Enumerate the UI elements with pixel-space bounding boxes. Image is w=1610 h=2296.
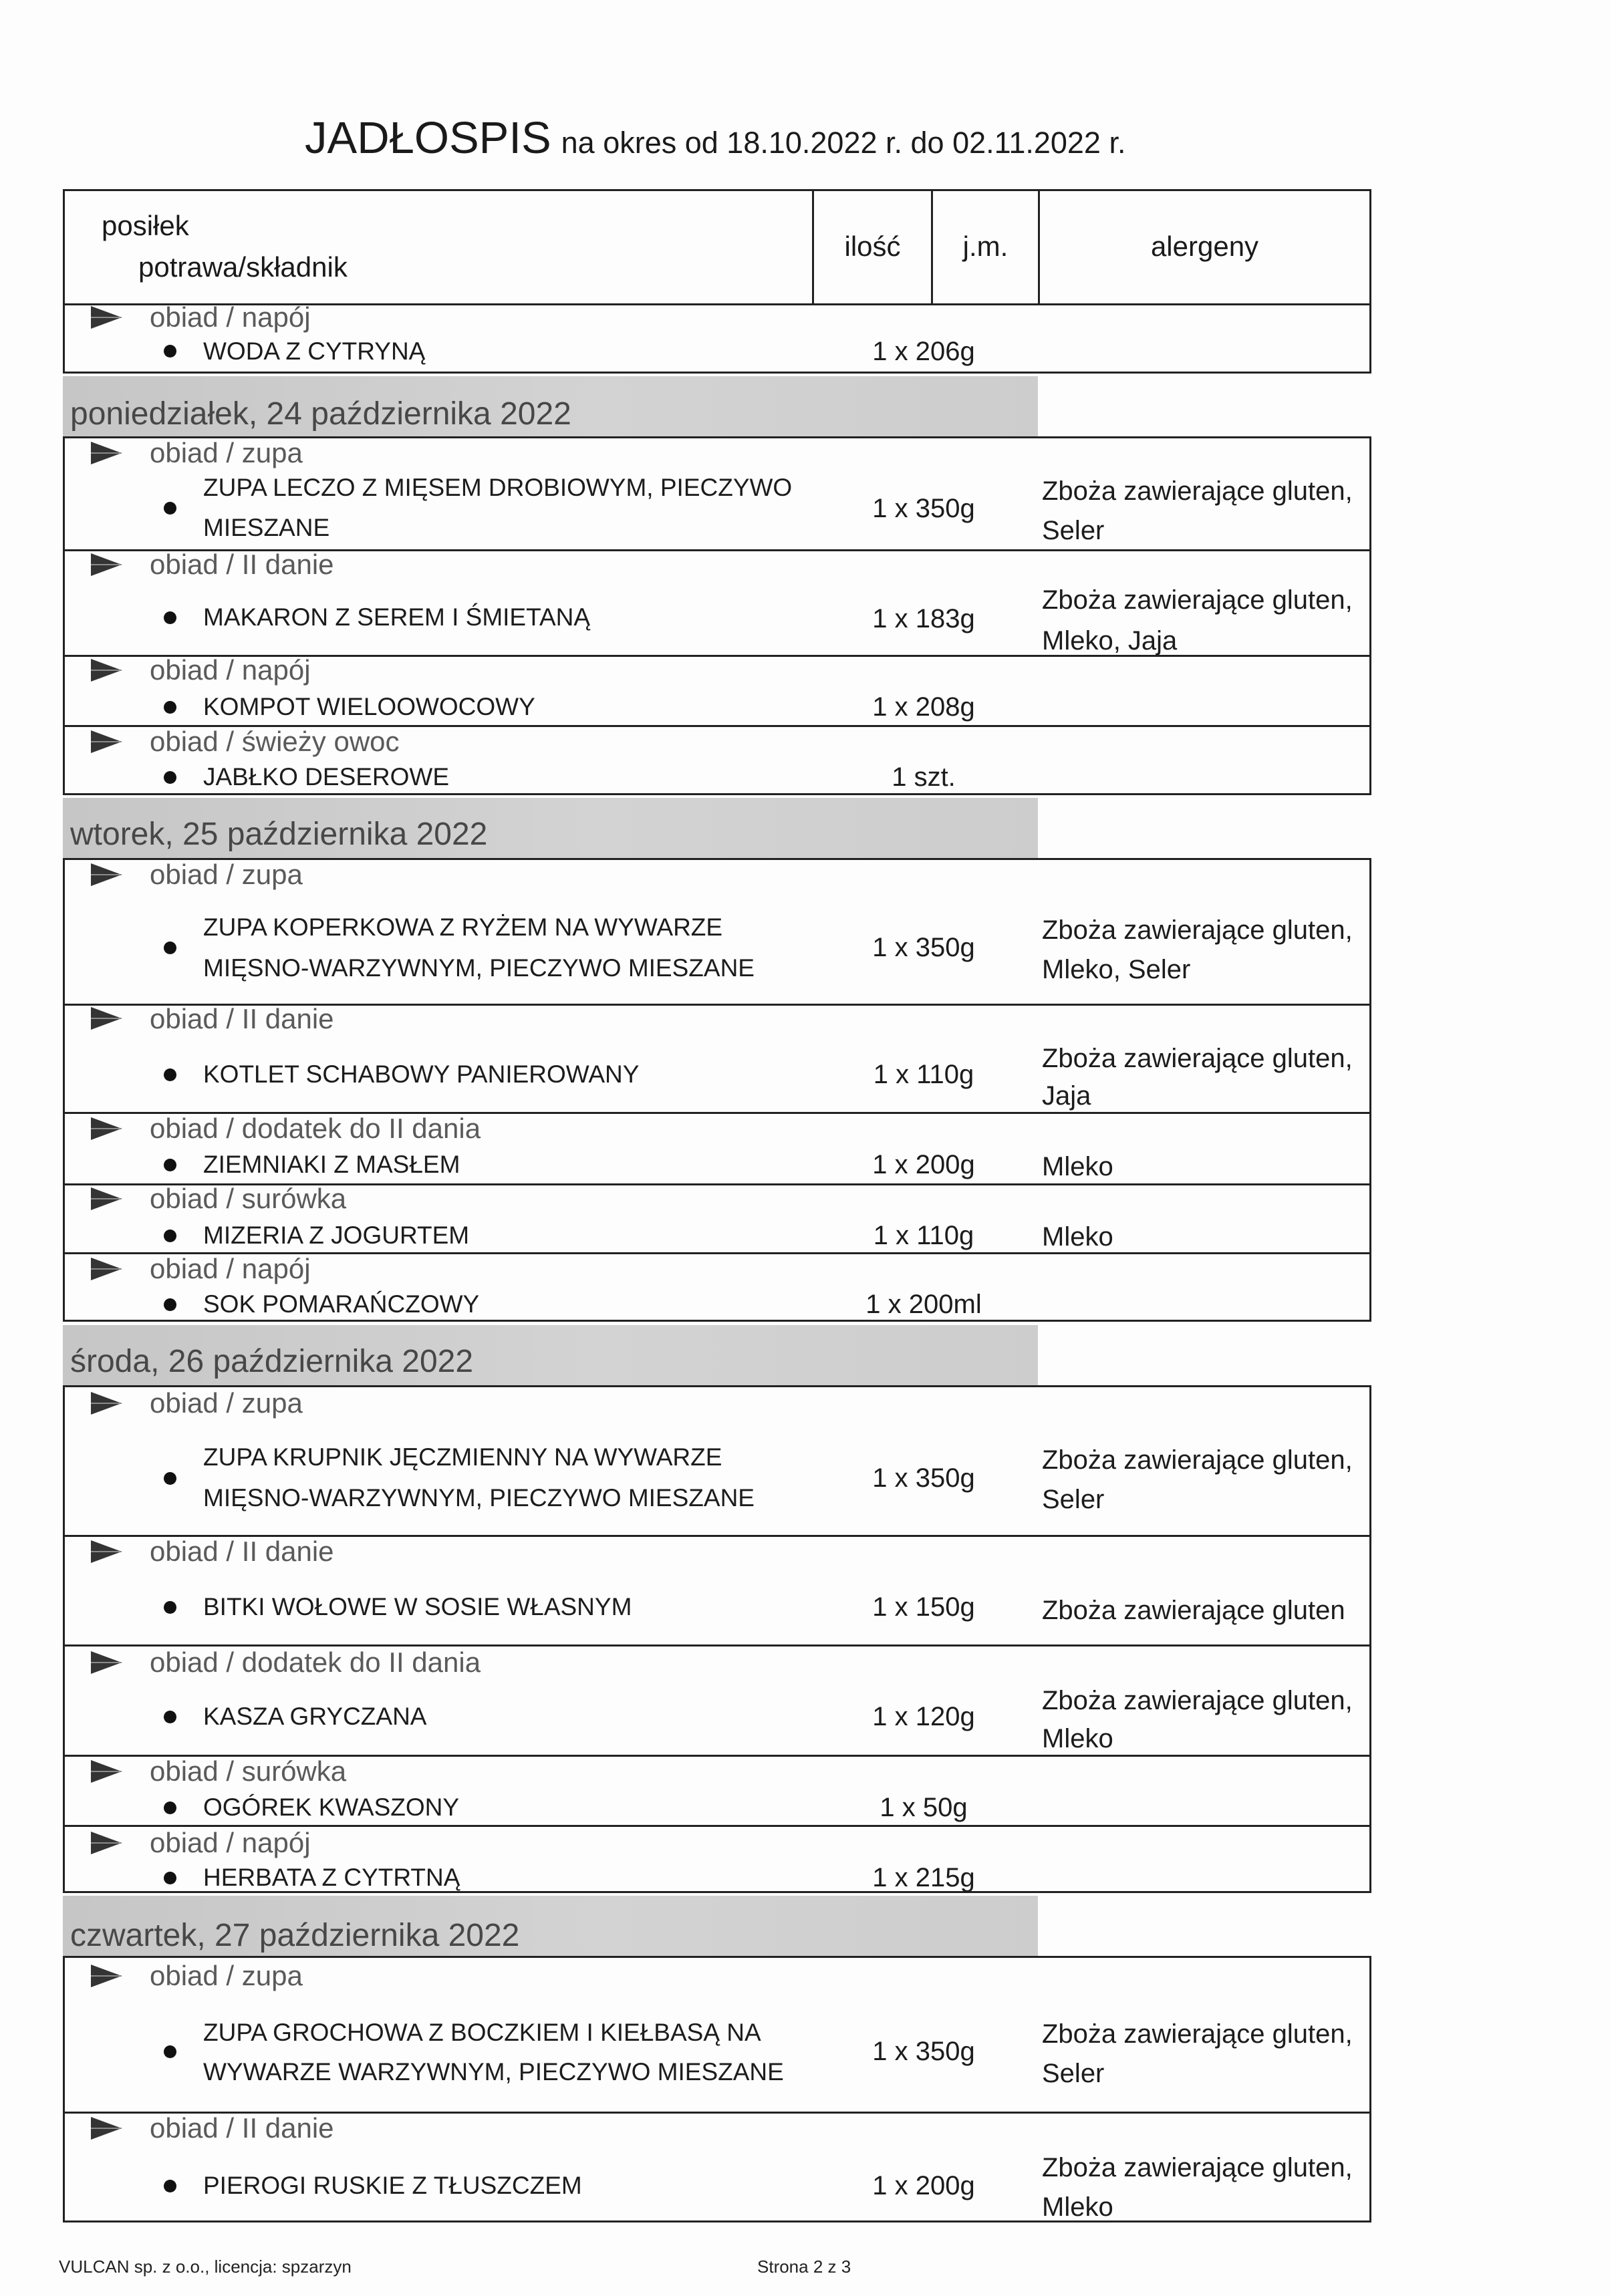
triangle-right-icon	[90, 553, 123, 577]
menu-row	[65, 1183, 1369, 1252]
bullet-icon	[164, 345, 176, 357]
triangle-right-icon	[90, 1117, 123, 1141]
bullet-icon	[164, 1159, 176, 1171]
dish-name: MIZERIA Z JOGURTEM	[203, 1222, 470, 1249]
dish-name: MIĘSNO-WARZYWNYM, PIECZYWO MIESZANE	[203, 1484, 755, 1512]
allergen-list: Seler	[1042, 1485, 1105, 1514]
day-menu-table	[63, 1385, 1371, 1893]
menu-row	[65, 2112, 1369, 2225]
allergen-list: Mleko, Seler	[1042, 955, 1191, 984]
meal-category: obiad / napój	[150, 301, 311, 333]
triangle-right-icon	[90, 1006, 123, 1030]
bullet-icon	[164, 1802, 176, 1814]
dish-name: WYWARZE WARZYWNYM, PIECZYWO MIESZANE	[203, 2058, 784, 2086]
dish-name: ZUPA GROCHOWA Z BOCZKIEM I KIEŁBASĄ NA	[203, 2019, 761, 2046]
allergen-list: Zboża zawierające gluten,	[1042, 1044, 1353, 1073]
bullet-icon	[164, 1068, 176, 1081]
allergen-list: Mleko	[1042, 1152, 1113, 1181]
meal-category: obiad / dodatek do II dania	[150, 1113, 481, 1144]
dish-name: BITKI WOŁOWE W SOSIE WŁASNYM	[203, 1593, 632, 1620]
page-number: Strona 2 z 3	[757, 2257, 851, 2277]
triangle-right-icon	[90, 1759, 123, 1783]
menu-row	[65, 1825, 1369, 1895]
allergen-list: Jaja	[1042, 1081, 1091, 1111]
title-period: na okres od 18.10.2022 r. do 02.11.2022 r.	[561, 126, 1126, 160]
portion-quantity: 1 x 200g	[872, 1150, 975, 1179]
portion-quantity: 1 x 350g	[872, 933, 975, 962]
portion-quantity: 1 x 206g	[872, 337, 975, 366]
portion-quantity: 1 x 200g	[872, 2171, 975, 2200]
allergen-list: Mleko	[1042, 2192, 1113, 2222]
allergen-list: Zboża zawierające gluten,	[1042, 476, 1353, 506]
menu-row	[65, 1755, 1369, 1825]
dish-name: MIESZANE	[203, 514, 330, 541]
meal-category: obiad / napój	[150, 1253, 311, 1284]
portion-quantity: 1 x 110g	[873, 1221, 974, 1250]
day-label: wtorek, 25 października 2022	[70, 817, 488, 852]
dish-name: OGÓREK KWASZONY	[203, 1793, 460, 1821]
triangle-right-icon	[90, 1651, 123, 1675]
footer-vendor: VULCAN sp. z o.o., licencja: spzarzyn	[59, 2257, 352, 2277]
menu-row	[65, 1252, 1369, 1324]
menu-row	[65, 1112, 1369, 1183]
day-header	[63, 798, 1038, 858]
day-menu-table	[63, 1956, 1371, 2222]
bullet-icon	[164, 942, 176, 954]
allergen-list: Mleko	[1042, 1222, 1113, 1252]
portion-quantity: 1 x 350g	[872, 494, 975, 523]
meal-category: obiad / napój	[150, 654, 311, 686]
dish-name: JABŁKO DESEROWE	[203, 763, 450, 791]
bullet-icon	[164, 701, 176, 714]
menu-row	[65, 1958, 1369, 2112]
portion-quantity: 1 x 208g	[872, 692, 975, 722]
dish-name: ZUPA KOPERKOWA Z RYŻEM NA WYWARZE	[203, 913, 723, 941]
header-allergens: alergeny	[1150, 231, 1259, 262]
meal-category: obiad / dodatek do II dania	[150, 1646, 481, 1678]
meal-category: obiad / zupa	[150, 859, 303, 890]
dish-name: ZUPA LECZO Z MIĘSEM DROBIOWYM, PIECZYWO	[203, 474, 793, 501]
bullet-icon	[164, 1230, 176, 1242]
day-label: czwartek, 27 października 2022	[70, 1918, 520, 1953]
dish-name: SOK POMARAŃCZOWY	[203, 1290, 480, 1318]
portion-quantity: 1 x 110g	[873, 1060, 974, 1089]
allergen-list: Zboża zawierające gluten,	[1042, 585, 1353, 615]
bullet-icon	[164, 771, 176, 784]
triangle-right-icon	[90, 1831, 123, 1855]
bullet-icon	[164, 2180, 176, 2192]
meal-category: obiad / surówka	[150, 1183, 347, 1214]
dish-name: HERBATA Z CYTRTNĄ	[203, 1864, 460, 1891]
menu-row	[65, 1644, 1369, 1755]
portion-quantity: 1 x 50g	[880, 1793, 968, 1822]
allergen-list: Zboża zawierające gluten	[1042, 1596, 1345, 1625]
meal-category: obiad / zupa	[150, 1960, 303, 1991]
bullet-icon	[164, 1872, 176, 1884]
triangle-right-icon	[90, 305, 123, 329]
portion-quantity: 1 x 350g	[872, 2037, 975, 2066]
meal-category: obiad / II danie	[150, 1003, 334, 1034]
allergen-list: Zboża zawierające gluten,	[1042, 915, 1353, 945]
triangle-right-icon	[90, 441, 123, 465]
portion-quantity: 1 x 350g	[872, 1463, 975, 1493]
menu-row	[65, 1004, 1369, 1112]
dish-name: WODA Z CYTRYNĄ	[203, 337, 426, 365]
day-header	[63, 1325, 1038, 1385]
meal-category: obiad / surówka	[150, 1755, 347, 1787]
portion-quantity: 1 x 200ml	[865, 1290, 982, 1319]
menu-row	[65, 1387, 1369, 1535]
header-quantity: ilość	[844, 231, 901, 262]
dish-name: MIĘSNO-WARZYWNYM, PIECZYWO MIESZANE	[203, 954, 755, 982]
document-title	[305, 112, 1125, 164]
bullet-icon	[164, 1601, 176, 1614]
day-header	[63, 1896, 1038, 1956]
allergen-list: Seler	[1042, 516, 1105, 545]
bullet-icon	[164, 611, 176, 624]
menu-row	[65, 1535, 1369, 1644]
dish-name: KASZA GRYCZANA	[203, 1703, 427, 1730]
triangle-right-icon	[90, 863, 123, 887]
dish-name: KOTLET SCHABOWY PANIEROWANY	[203, 1060, 640, 1088]
portion-quantity: 1 szt.	[892, 762, 956, 792]
carryover-table	[63, 303, 1371, 374]
menu-row	[65, 860, 1369, 1004]
meal-category: obiad / świeży owoc	[150, 726, 400, 757]
table-header	[63, 189, 1371, 305]
meal-category: obiad / II danie	[150, 2112, 334, 2144]
dish-name: PIEROGI RUSKIE Z TŁUSZCZEM	[203, 2172, 582, 2199]
meal-category: obiad / zupa	[150, 1387, 303, 1419]
dish-name: ZUPA KRUPNIK JĘCZMIENNY NA WYWARZE	[203, 1443, 722, 1471]
header-meal: posiłek	[102, 210, 189, 241]
day-menu-table	[63, 858, 1371, 1322]
triangle-right-icon	[90, 730, 123, 754]
allergen-list: Zboża zawierające gluten,	[1042, 2153, 1353, 2182]
menu-row	[65, 655, 1369, 725]
triangle-right-icon	[90, 1964, 123, 1988]
menu-row	[65, 438, 1369, 549]
meal-category: obiad / zupa	[150, 437, 303, 468]
meal-category: obiad / napój	[150, 1827, 311, 1858]
menu-row	[65, 549, 1369, 655]
triangle-right-icon	[90, 1391, 123, 1415]
dish-name: KOMPOT WIELOOWOCOWY	[203, 693, 535, 720]
portion-quantity: 1 x 215g	[872, 1863, 975, 1892]
triangle-right-icon	[90, 1257, 123, 1281]
menu-row	[65, 301, 1369, 372]
portion-quantity: 1 x 150g	[872, 1592, 975, 1622]
day-menu-table	[63, 436, 1371, 795]
day-label: środa, 26 października 2022	[70, 1344, 474, 1379]
allergen-list: Zboża zawierające gluten,	[1042, 2019, 1353, 2049]
header-unit: j.m.	[962, 231, 1009, 262]
meal-category: obiad / II danie	[150, 1536, 334, 1567]
bullet-icon	[164, 1298, 176, 1311]
allergen-list: Zboża zawierające gluten,	[1042, 1445, 1353, 1475]
bullet-icon	[164, 2045, 176, 2058]
allergen-list: Mleko	[1042, 1724, 1113, 1753]
bullet-icon	[164, 1711, 176, 1723]
triangle-right-icon	[90, 2116, 123, 2140]
bullet-icon	[164, 502, 176, 515]
meal-category: obiad / II danie	[150, 549, 334, 580]
triangle-right-icon	[90, 1540, 123, 1564]
title-main: JADŁOSPIS	[305, 113, 551, 163]
bullet-icon	[164, 1472, 176, 1485]
header-dish: potrawa/składnik	[138, 251, 348, 283]
dish-name: ZIEMNIAKI Z MASŁEM	[203, 1151, 460, 1178]
menu-row	[65, 725, 1369, 797]
triangle-right-icon	[90, 658, 123, 682]
day-label: poniedziałek, 24 października 2022	[70, 396, 571, 432]
dish-name: MAKARON Z SEREM I ŚMIETANĄ	[203, 603, 591, 631]
allergen-list: Mleko, Jaja	[1042, 626, 1178, 656]
triangle-right-icon	[90, 1187, 123, 1211]
allergen-list: Seler	[1042, 2059, 1105, 2088]
portion-quantity: 1 x 183g	[872, 604, 975, 633]
portion-quantity: 1 x 120g	[872, 1702, 975, 1731]
day-header	[63, 376, 1038, 436]
allergen-list: Zboża zawierające gluten,	[1042, 1686, 1353, 1715]
